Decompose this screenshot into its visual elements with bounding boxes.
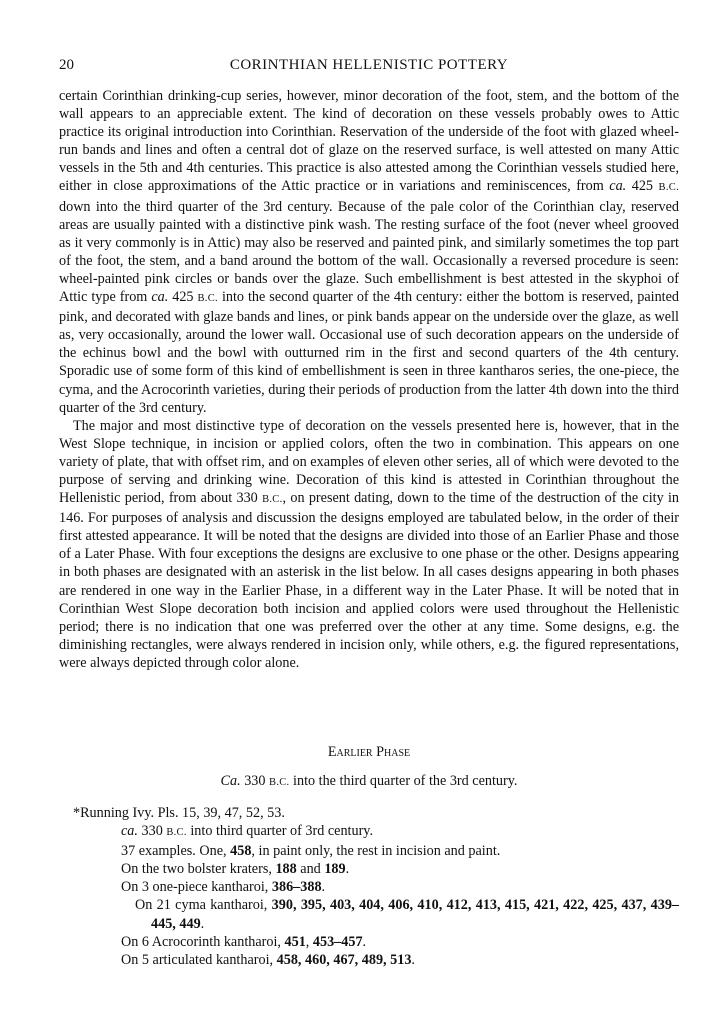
entry-examples: 37 examples. One, 458, in paint only, the rest in incision and paint. xyxy=(121,843,501,860)
paragraph-1: certain Corinthian drinking-cup series, however, minor decoration of the foot, stem, and the bottom of the wall appears to an appreciable extent. The kind of decoration on these vessels probably owes to Attic practice its original introduction into Corinthian. Reservation of the underside of the foot with glazed wheel-run bands and lines and often a central dot of glaze on the reserved surface, is well attested on many Attic vessels in the 5th and 4th centuries. This practice is also attested among the Corinthian vessels studied here, either in close approximations of the Attic practice or in variations and reminiscences, from ca. 425 B.C. down into the third quarter of the 3rd century. Because of the pale color of the Corinthian clay, reserved areas are usually painted with a distinctive pink wash. The resting surface of the foot (never wheel grooved as it very commonly is in Attic) may also be reserved and painted pink, and similarly sometimes the top part of the foot, the stem, and a band around the bottom of the wall. Occasionally a reversed procedure is seen: wheel-painted pink circles or bands over the glaze. Such embellishment is best attested in the skyphoi of Attic type from ca. 425 B.C. into the second quarter of the 4th century: either the bottom is reserved, painted pink, and decorated with glaze bands and lines, or pink bands appear on the underside over the glaze, as well as, very occasionally, around the lower wall. Occasional use of such decoration appears on the underside of the echinus bowl and the bowl with outturned rim in the first and second quarters of the 4th century. Sporadic use of some form of this kind of embellishment is seen in three kantharos series, the one-piece, the cyma, and the Acrocorinth varieties, during their periods of production from the latter 4th down into the third quarter of the 3rd century. xyxy=(59,88,680,416)
running-title: CORINTHIAN HELLENISTIC POTTERY xyxy=(229,57,509,73)
design-entry-running-ivy xyxy=(59,804,679,969)
entry-articulated-kantharoi: On 5 articulated kantharoi, 458, 460, 467, 489, 513. xyxy=(121,951,415,968)
body-text xyxy=(59,87,679,672)
entry-kraters: On the two bolster kraters, 188 and 189. xyxy=(121,861,350,878)
entry-acrocorinth-kantharoi: On 6 Acrocorinth kantharoi, 451, 453–457. xyxy=(121,933,367,950)
entry-date: ca. 330 B.C. into third quarter of 3rd century. xyxy=(121,823,374,840)
page-number: 20 xyxy=(59,57,74,73)
paragraph-2: The major and most distinctive type of decoration on the vessels presented here is, however, that in the West Slope technique, in incision or applied colors, often the two in combination. This appears on one variety of plate, that with offset rim, and on examples of eleven other series, all of which were devoted to the purpose of serving and drinking wine. Decoration of this kind is attested in Corinthian throughout the Hellenistic period, from about 330 B.C., on present dating, down to the time of the destruction of the city in 146. For purposes of analysis and discussion the designs employed are tabulated below, in the order of their first attested appearance. It will be noted that the designs are divided into those of an Earlier Phase and those of a Later Phase. With four exceptions the designs are exclusive to one phase or the other. Designs appearing in both phases are designated with an asterisk in the list below. In all cases designs appearing in both phases are rendered in one way in the Earlier Phase, in a different way in the Later Phase. It will be noted that in Corinthian West Slope decoration both incision and applied colors were used throughout the Hellenistic period; there is no indication that one was preferred over the other at any time. Some designs, e.g. the diminishing rectangles, were always rendered in incision only, while others, e.g. the figured representations, were always depicted through color alone. xyxy=(59,417,679,671)
section-heading: Earlier Phase xyxy=(327,744,411,760)
section-date-range: Ca. 330 B.C. into the third quarter of the 3rd century. xyxy=(220,773,518,789)
entry-cyma-kantharoi: On 21 cyma kantharoi, 390, 395, 403, 404, 406, 410, 412, 413, 415, 421, 422, 425, 437, 439–445, 449. xyxy=(135,897,680,932)
entry-title: *Running Ivy. Pls. 15, 39, 47, 52, 53. xyxy=(73,805,285,821)
entry-one-piece-kantharoi: On 3 one-piece kantharoi, 386–388. xyxy=(121,879,326,896)
